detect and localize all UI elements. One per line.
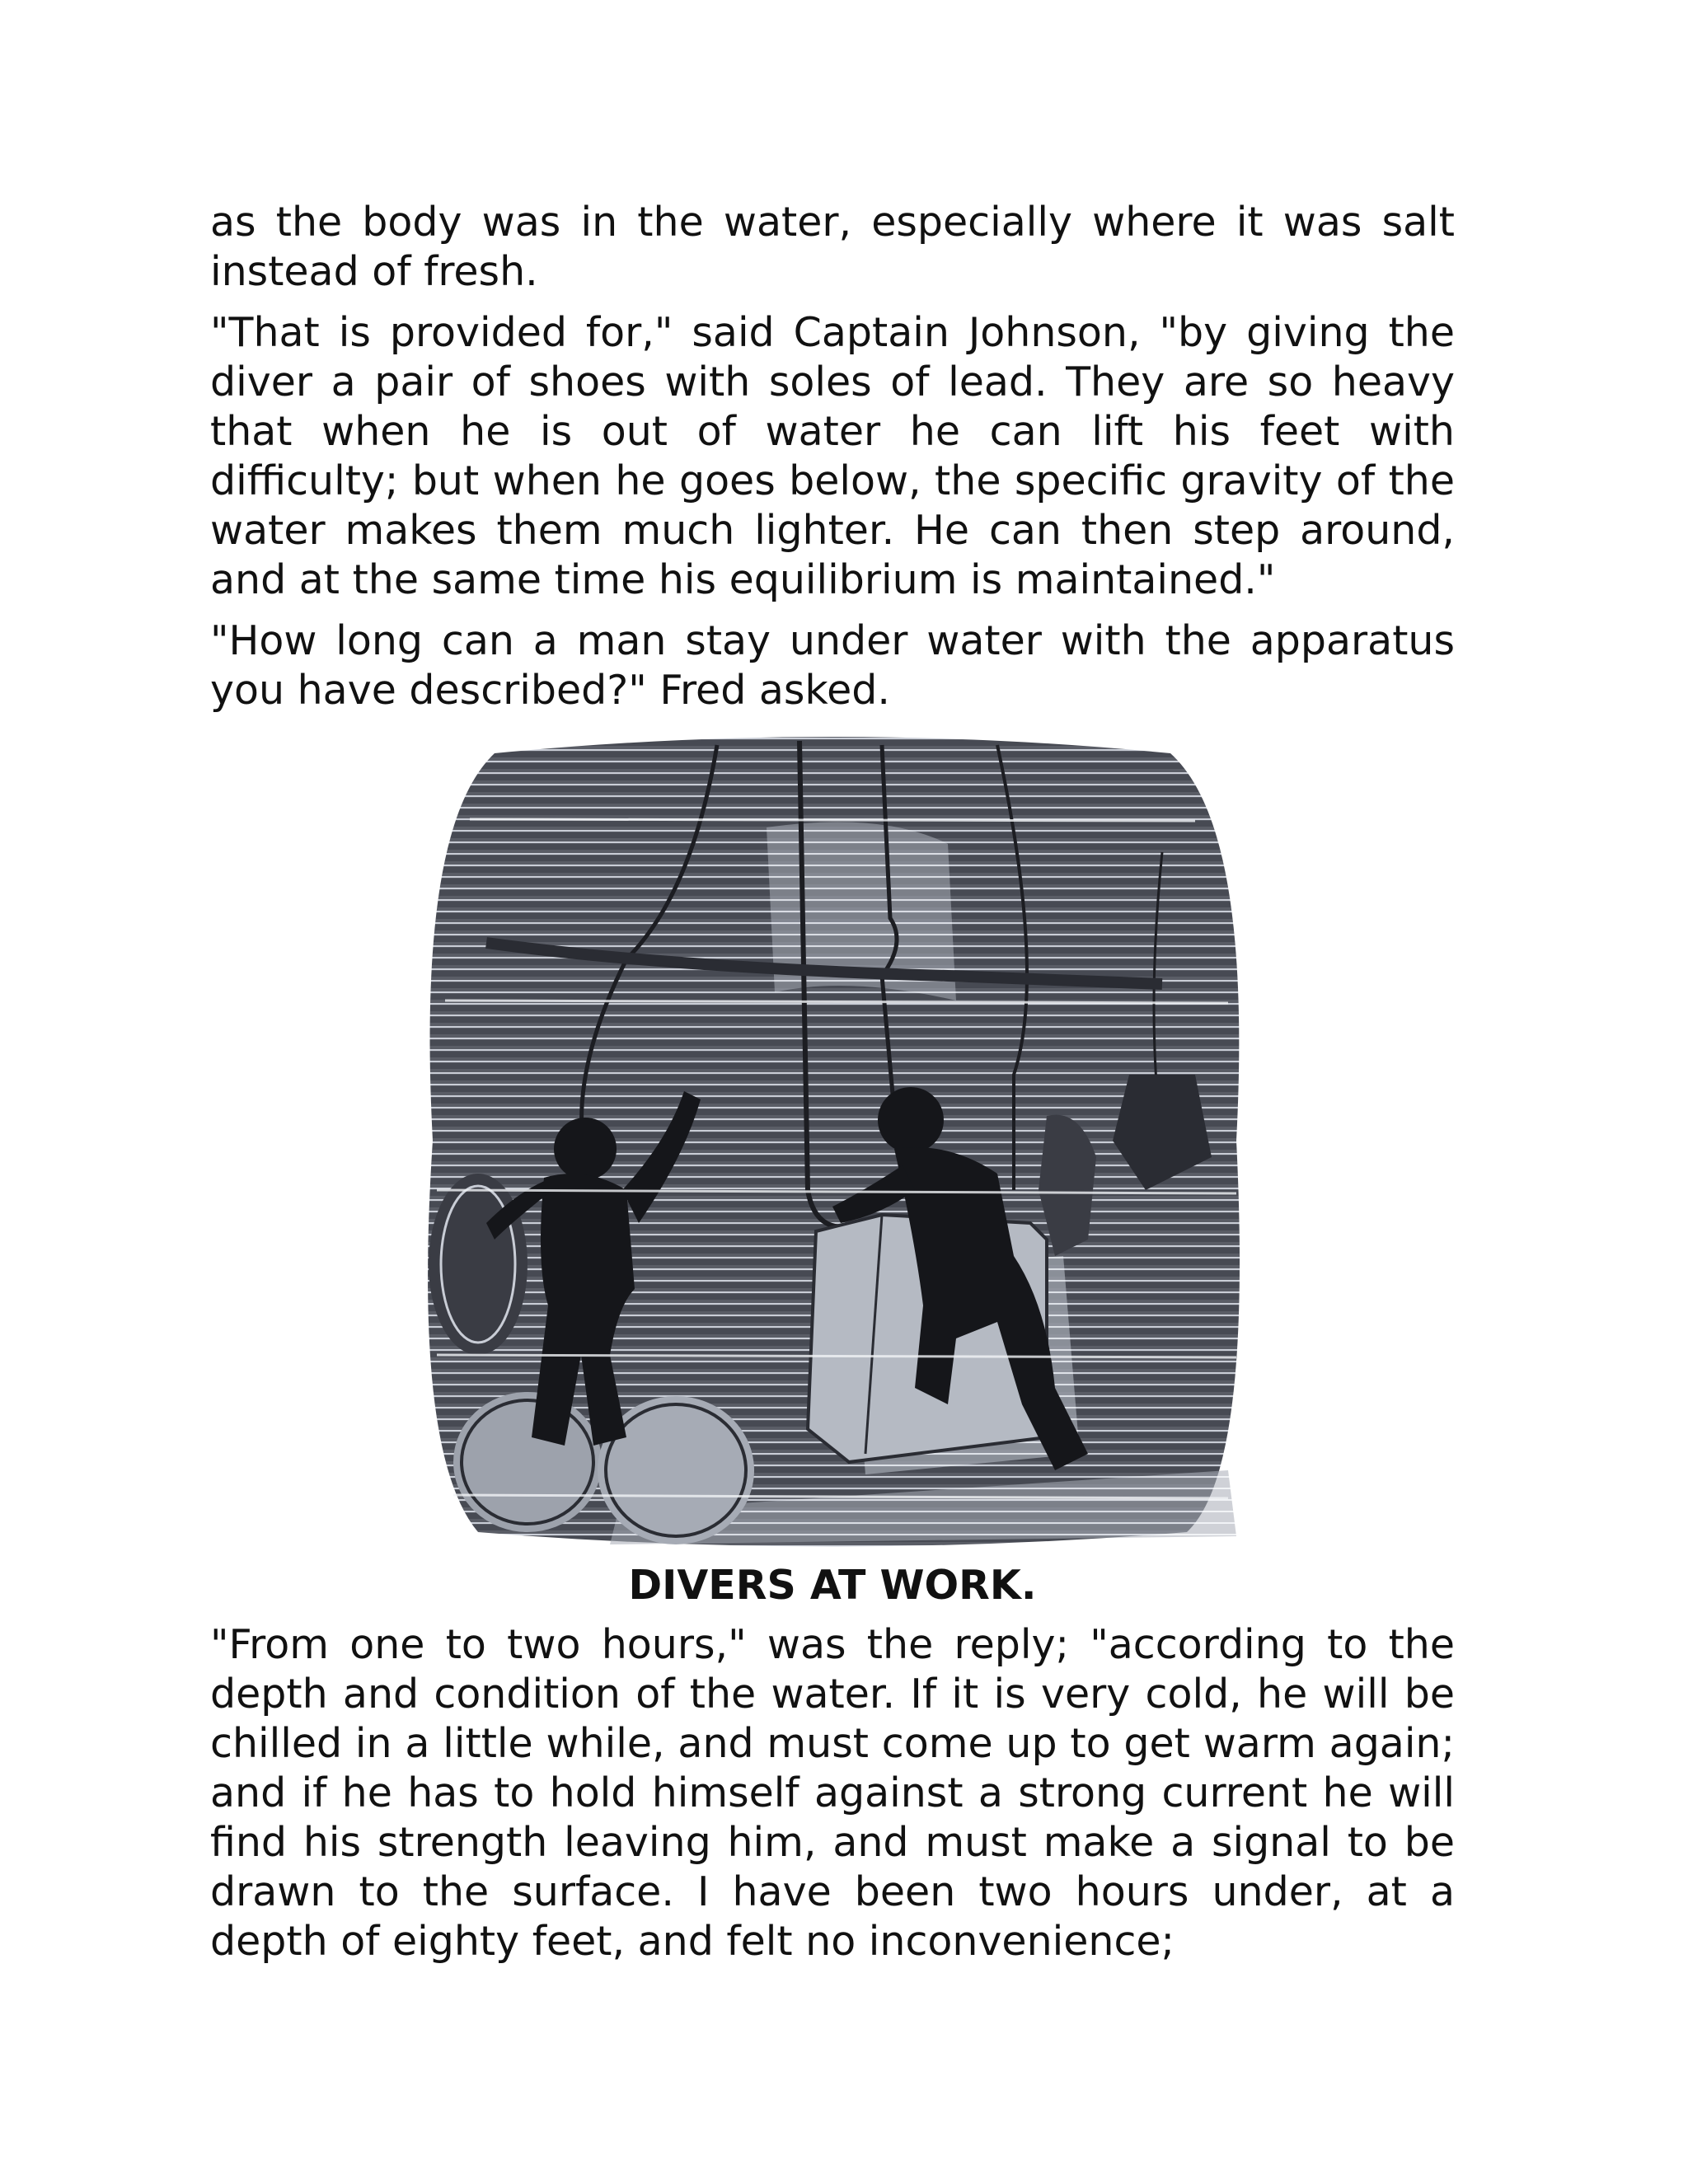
paragraph-4: "From one to two hours," was the reply; "according to the depth and condition of the water. If it is very cold, he will be chilled in a little while, and must come up to get warm again; and if he has to hold himself against a strong current he will find his strength leaving him, and must make a signal to be drawn to the surface. I have been two hours under, at a depth of eighty feet, and felt no inconvenience; bbox=[210, 1621, 1455, 1965]
paragraph-2: "That is provided for," said Captain Johnson, "by giving the diver a pair of shoes with soles of lead. They are so heavy that when he is out of water he can lift his feet with difficulty; but when he goes below, the specific gravity of the water makes them much lighter. He can then step around, and at the same time his equilibrium is maintained." bbox=[210, 309, 1455, 603]
figure-caption: DIVERS AT WORK. bbox=[628, 1562, 1037, 1609]
page-content bbox=[210, 198, 1455, 1966]
barrel-bottom-1 bbox=[453, 1392, 602, 1532]
divers-illustration bbox=[420, 729, 1245, 1553]
paragraph-3: "How long can a man stay under water with the apparatus you have described?" Fred asked. bbox=[210, 617, 1455, 714]
paragraph-1: as the body was in the water, especially where it was salt instead of fresh. bbox=[210, 199, 1455, 295]
